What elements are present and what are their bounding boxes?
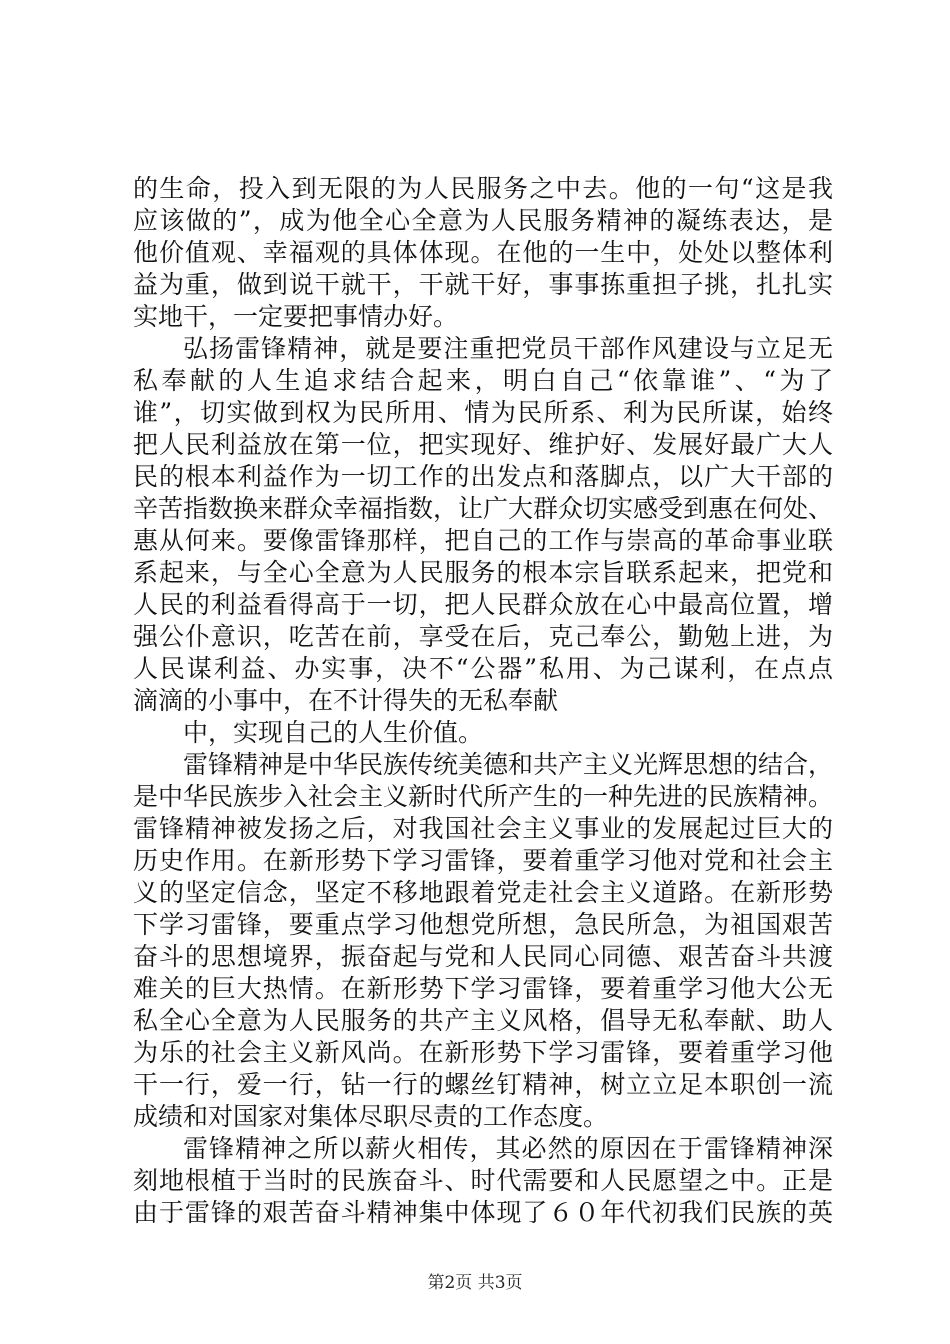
paragraph-first-line: 中，实现自己的人生价值。	[183, 718, 484, 747]
text-line: 辛苦指数换来群众幸福指数，让广大群众切实感受到惠在何处、	[133, 494, 834, 523]
text-line: 成绩和对国家对集体尽职尽责的工作态度。	[133, 1102, 609, 1131]
text-line: 惠从何来。要像雷锋那样，把自己的工作与崇高的革命事业联	[133, 526, 833, 555]
paragraph-first-line: 雷锋精神是中华民族传统美德和共产主义光辉思想的结合，	[183, 750, 834, 779]
text-line: 实地干，一定要把事情办好。	[133, 302, 459, 331]
text-line: 奋斗的思想境界，振奋起与党和人民同心同德、艰苦奋斗共渡	[133, 942, 833, 971]
text-line: 为乐的社会主义新风尚。在新形势下学习雷锋，要着重学习他	[133, 1038, 833, 1067]
text-line: 谁”，切实做到权为民所用、情为民所系、利为民所谋，始终	[133, 398, 833, 427]
text-line: 的生命，投入到无限的为人民服务之中去。他的一句“这是我	[133, 174, 833, 203]
text-line: 他价值观、幸福观的具体体现。在他的一生中，处处以整体利	[133, 238, 833, 267]
text-line: 系起来，与全心全意为人民服务的根本宗旨联系起来，把党和	[133, 558, 833, 587]
text-line: 干一行，爱一行，钻一行的螺丝钉精神，树立立足本职创一流	[133, 1070, 833, 1099]
page-footer: 第2页 共3页	[427, 1273, 523, 1293]
text-line: 民的根本利益作为一切工作的出发点和落脚点，以广大干部的	[133, 462, 833, 491]
text-line: 私全心全意为人民服务的共产主义风格，倡导无私奉献、助人	[133, 1006, 833, 1035]
text-line: 应该做的”，成为他全心全意为人民服务精神的凝练表达，是	[133, 206, 833, 235]
paragraph-first-line: 雷锋精神之所以薪火相传，其必然的原因在于雷锋精神深	[183, 1134, 833, 1163]
text-line: 益为重，做到说干就干，干就干好，事事拣重担子挑，扎扎实	[133, 270, 833, 299]
text-line: 历史作用。在新形势下学习雷锋，要着重学习他对党和社会主	[133, 846, 833, 875]
text-line: 义的坚定信念，坚定不移地跟着党走社会主义道路。在新形势	[133, 878, 833, 907]
text-line: 雷锋精神被发扬之后，对我国社会主义事业的发展起过巨大的	[133, 814, 833, 843]
text-line: 由于雷锋的艰苦奋斗精神集中体现了６０年代初我们民族的英	[133, 1198, 833, 1227]
text-line: 强公仆意识，吃苦在前，享受在后，克己奉公，勤勉上进，为	[133, 622, 833, 651]
text-line: 人民的利益看得高于一切，把人民群众放在心中最高位置，增	[133, 590, 833, 619]
paragraph-first-line: 弘扬雷锋精神，就是要注重把党员干部作风建设与立足无	[183, 334, 833, 363]
text-line: 私奉献的人生追求结合起来，明白自己“依靠谁”、“为了	[133, 366, 833, 395]
text-line: 是中华民族步入社会主义新时代所产生的一种先进的民族精神。	[133, 782, 834, 811]
text-line: 人民谋利益、办实事，决不“公器”私用、为己谋利，在点点	[133, 654, 833, 683]
text-line: 滴滴的小事中，在不计得失的无私奉献	[133, 686, 559, 715]
text-line: 难关的巨大热情。在新形势下学习雷锋，要着重学习他大公无	[133, 974, 833, 1003]
text-line: 刻地根植于当时的民族奋斗、时代需要和人民愿望之中。正是	[133, 1166, 833, 1195]
text-line: 把人民利益放在第一位，把实现好、维护好、发展好最广大人	[133, 430, 833, 459]
text-line: 下学习雷锋，要重点学习他想党所想，急民所急，为祖国艰苦	[133, 910, 833, 939]
